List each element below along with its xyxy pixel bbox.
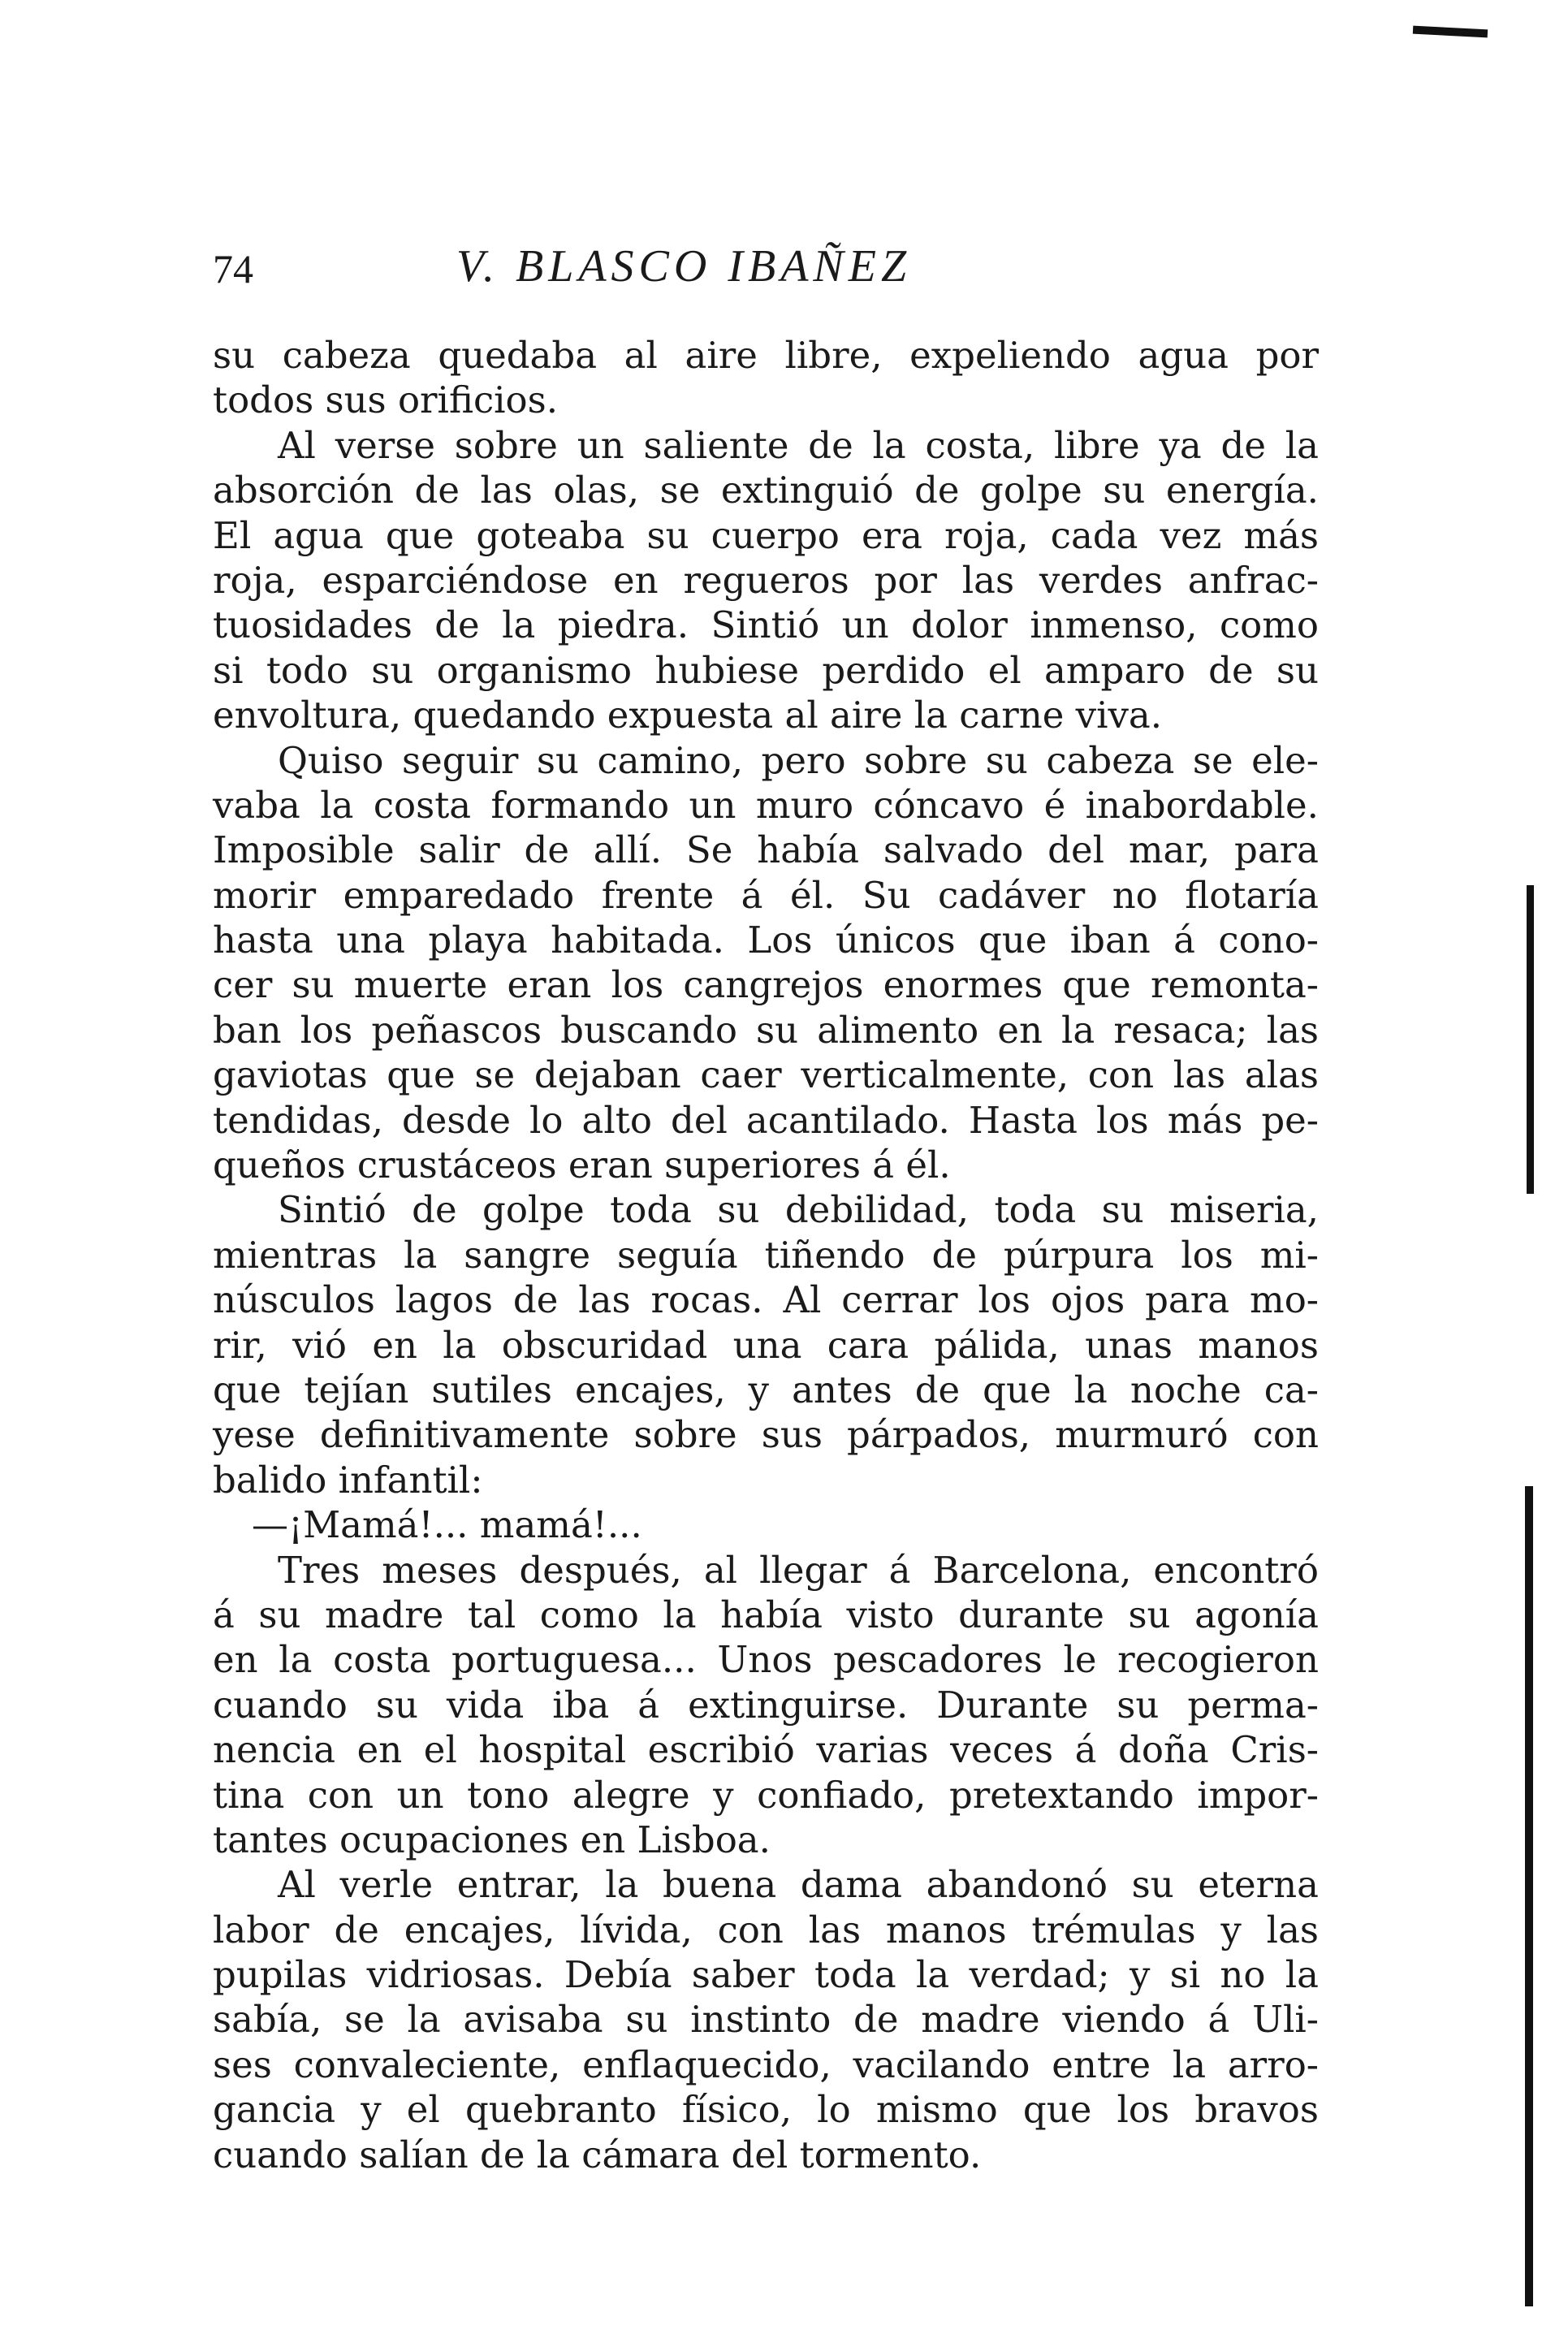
scan-mark-middle (1527, 885, 1534, 1194)
text-line: roja, esparciéndose en regueros por las verdes anfrac- (213, 558, 1319, 602)
text-line: núsculos lagos de las rocas. Al cerrar los ojos para mo- (213, 1278, 1319, 1322)
scan-mark-lower (1525, 1486, 1533, 2306)
text-line: ses convaleciente, enflaquecido, vacilando entre la arro- (213, 2042, 1319, 2086)
text-line: su cabeza quedaba al aire libre, expeliendo agua por (213, 334, 1319, 377)
text-line: pupilas vidriosas. Debía saber toda la verdad; y si no la (213, 1953, 1319, 1997)
text-line: tuosidades de la piedra. Sintió un dolor inmenso, como (213, 603, 1319, 647)
text-line: balido infantil: (213, 1458, 483, 1502)
text-line: sabía, se la avisaba su instinto de madre viendo á Uli- (213, 1998, 1319, 2042)
text-line: nencia en el hospital escribió varias veces á doña Cris- (213, 1728, 1319, 1772)
text-line: El agua que goteaba su cuerpo era roja, cada vez más (213, 513, 1319, 557)
body-text (213, 333, 1319, 2177)
text-line: mientras la sangre seguía tiñendo de púrpura los mi- (213, 1233, 1319, 1277)
text-line: —¡Mamá!... mamá!... (252, 1503, 642, 1547)
text-line: cuando salían de la cámara del tormento. (213, 2133, 982, 2176)
text-line: Sintió de golpe toda su debilidad, toda su miseria, (278, 1188, 1319, 1232)
text-line: que tejían sutiles encajes, y antes de que la noche ca- (213, 1368, 1319, 1411)
running-head: V. BLASCO IBAÑEZ (456, 241, 912, 292)
page-header (213, 240, 1317, 305)
text-line: ban los peñascos buscando su alimento en la resaca; las (213, 1008, 1319, 1052)
text-line: yese definitivamente sobre sus párpados, murmuró con (213, 1413, 1319, 1457)
text-line: Quiso seguir su camino, pero sobre su cabeza se ele- (278, 738, 1319, 782)
text-line: hasta una playa habitada. Los únicos que iban á cono- (213, 918, 1319, 962)
text-line: en la costa portuguesa... Unos pescadores le recogieron (213, 1638, 1319, 1682)
text-line: si todo su organismo hubiese perdido el amparo de su (213, 648, 1319, 692)
text-line: cer su muerte eran los cangrejos enormes que remonta- (213, 963, 1319, 1007)
text-line: absorción de las olas, se extinguió de golpe su energía. (213, 469, 1319, 512)
page-number: 74 (213, 246, 253, 292)
text-line: vaba la costa formando un muro cóncavo é inabordable. (213, 783, 1319, 827)
text-line: gaviotas que se dejaban caer verticalmente, con las alas (213, 1053, 1319, 1097)
text-line: tantes ocupaciones en Lisboa. (213, 1817, 771, 1861)
text-line: todos sus orificios. (213, 378, 559, 422)
text-line: Al verse sobre un saliente de la costa, libre ya de la (278, 423, 1319, 467)
text-line: labor de encajes, lívida, con las manos trémulas y las (213, 1908, 1319, 1951)
text-line: rir, vió en la obscuridad una cara pálida, unas manos (213, 1323, 1319, 1367)
text-line: morir emparedado frente á él. Su cadáver no flotaría (213, 873, 1319, 917)
scan-mark-top (1413, 26, 1488, 38)
text-line: queños crustáceos eran superiores á él. (213, 1143, 951, 1187)
text-line: cuando su vida iba á extinguirse. Durante su perma- (213, 1683, 1319, 1727)
text-line: á su madre tal como la había visto durante su agonía (213, 1593, 1319, 1636)
text-line: tendidas, desde lo alto del acantilado. Hasta los más pe- (213, 1098, 1319, 1142)
text-line: Imposible salir de allí. Se había salvado del mar, para (213, 828, 1319, 872)
text-line: Tres meses después, al llegar á Barcelona, encontró (278, 1548, 1319, 1592)
text-line: tina con un tono alegre y confiado, pretextando impor- (213, 1773, 1319, 1817)
text-line: envoltura, quedando expuesta al aire la carne viva. (213, 694, 1163, 737)
text-line: gancia y el quebranto físico, lo mismo que los bravos (213, 2088, 1319, 2132)
text-line: Al verle entrar, la buena dama abandonó su eterna (278, 1863, 1319, 1907)
